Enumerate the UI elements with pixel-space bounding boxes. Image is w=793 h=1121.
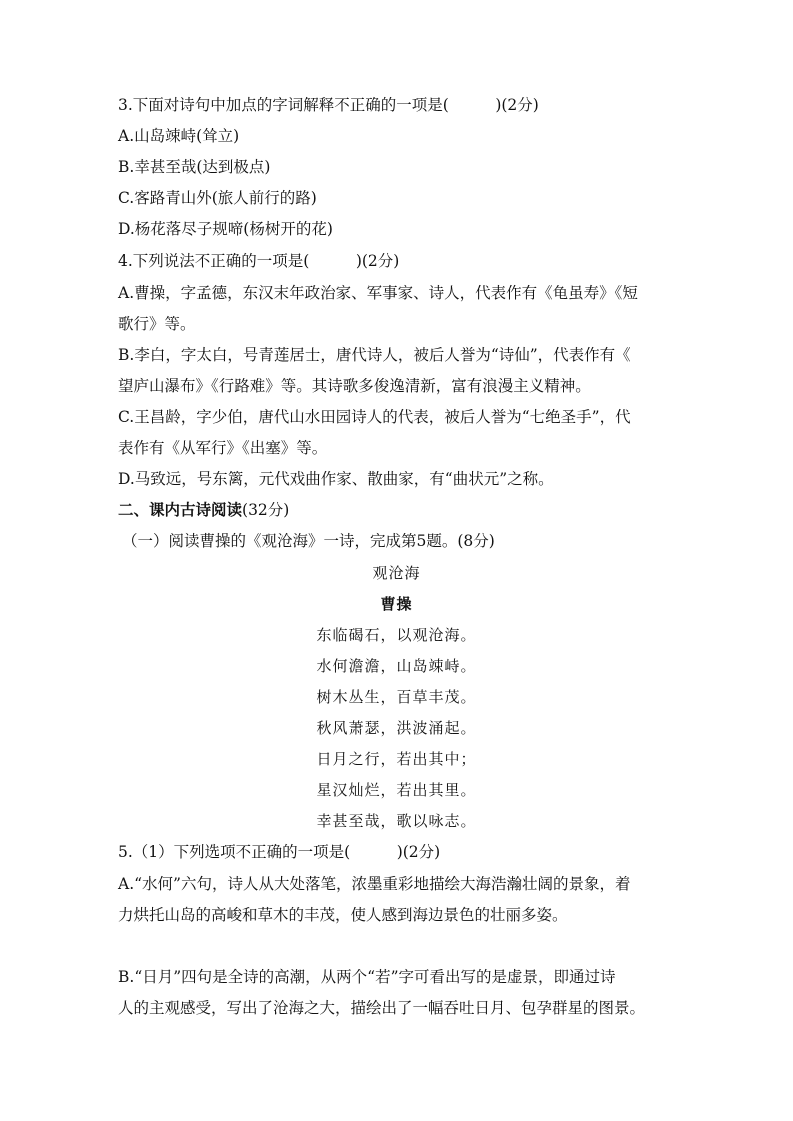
q4-stem: 4.下列说法不正确的一项是( )(2分) (118, 252, 400, 270)
poem-line: 水何澹澹，山岛竦峙。 (316, 657, 477, 675)
q5-option-b-line2: 人的主观感受，写出了沧海之大，描绘出了一幅吞吐日月、包孕群星的图景。 (118, 999, 646, 1017)
q4-option-b-line2: 望庐山瀑布》《行路难》等。其诗歌多俊逸清新，富有浪漫主义精神。 (118, 377, 591, 395)
poem-author: 曹操 (380, 595, 413, 613)
q5-option-a-line2: 力烘托山岛的高峻和草木的丰茂，使人感到海边景色的壮丽多姿。 (118, 906, 568, 924)
poem-line: 幸甚至哉，歌以咏志。 (316, 812, 477, 830)
poem-line: 东临碣石，以观沧海。 (316, 626, 477, 644)
section2-heading (118, 500, 690, 520)
q3-option-b: B.幸甚至哉(达到极点) (118, 158, 271, 176)
poem-line: 星汉灿烂，若出其里。 (316, 781, 477, 799)
poem-line: 树木丛生，百草丰茂。 (316, 688, 477, 706)
q4-option-d: D.马致远，号东篱，元代戏曲作家、散曲家，有“曲状元”之称。 (118, 470, 554, 488)
q3-option-a: A.山岛竦峙(耸立) (118, 127, 240, 145)
q5-option-a-line1: A.“水何”六句，诗人从大处落笔，浓墨重彩地描绘大海浩瀚壮阔的景象，着 (118, 875, 631, 893)
q4-option-a-line1: A.曹操，字孟德，东汉末年政治家、军事家、诗人，代表作有《龟虽寿》《短 (118, 284, 638, 302)
q3-option-c: C.客路青山外(旅人前行的路) (118, 189, 317, 207)
poem-line: 秋风萧瑟，洪波涌起。 (316, 719, 477, 737)
q4-option-c-line1: C.王昌龄，字少伯，唐代山水田园诗人的代表，被后人誉为“七绝圣手”，代 (118, 408, 631, 426)
q4-option-c-line2: 表作有《从军行》《出塞》等。 (118, 439, 328, 457)
section2-title: 二、课内古诗阅读 (118, 500, 243, 519)
q3-option-d: D.杨花落尽子规啼(杨树开的花) (118, 220, 333, 238)
q3-stem: 3.下面对诗句中加点的字词解释不正确的一项是( )(2分) (118, 96, 539, 114)
poem-title: 观沧海 (372, 564, 421, 582)
section2-score: (32分) (242, 501, 290, 519)
q5-stem: 5.（1）下列选项不正确的一项是( )(2分) (118, 843, 441, 861)
q4-option-a-line2: 歌行》等。 (118, 315, 196, 333)
section2-sub1: （一）阅读曹操的《观沧海》一诗，完成第5题。(8分) (122, 532, 495, 550)
poem-line: 日月之行，若出其中； (316, 750, 477, 768)
q4-option-b-line1: B.李白，字太白，号青莲居士，唐代诗人，被后人誉为“诗仙”，代表作有《 (118, 346, 631, 364)
q5-option-b-line1: B.“日月”四句是全诗的高潮，从两个“若”字可看出写的是虚景，即通过诗 (118, 968, 616, 986)
